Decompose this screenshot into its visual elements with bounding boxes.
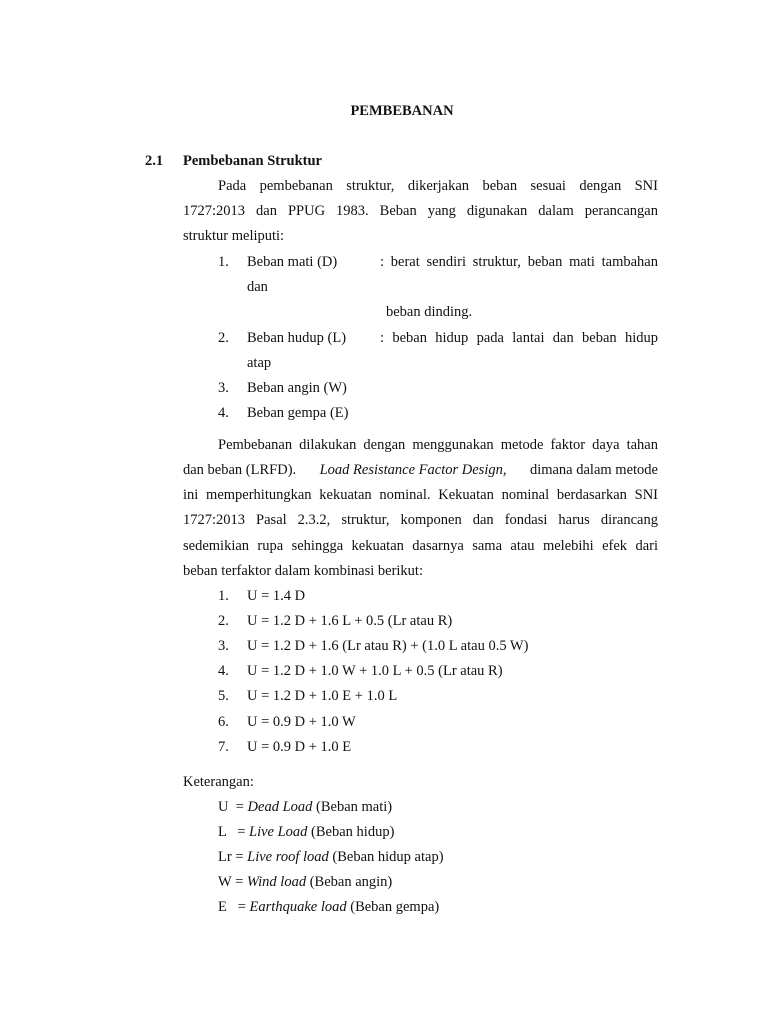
legend-symbol: L: [218, 824, 227, 840]
legend-equals: =: [231, 849, 248, 865]
combo-formula-3: U = 1.2 D + 1.6 (Lr atau R) + (1.0 L atau 0.5 W): [247, 638, 529, 654]
para2-line-3-text: ini memperhitungkan kekuatan nominal. Kekuatan nominal berdasarkan SNI: [183, 487, 658, 503]
combo-number-1: 1.: [218, 588, 229, 604]
legend-term: Wind load: [246, 874, 307, 890]
legend-term: Dead Load: [247, 799, 313, 815]
combo-formula-4: U = 1.2 D + 1.0 W + 1.0 L + 0.5 (Lr atau R): [247, 663, 503, 679]
load-type-label-2: Beban hudup (L): [247, 330, 347, 346]
para2-line-5-text: sedemikian rupa sehingga kekuatan dasarnya sama atau melebihi efek dari: [183, 538, 658, 554]
legend-term: Earthquake load: [249, 899, 347, 915]
legend-symbol: U: [218, 799, 229, 815]
legend-symbol: W: [218, 874, 232, 890]
combo-formula-5: U = 1.2 D + 1.0 E + 1.0 L: [247, 688, 398, 704]
legend-symbol: E: [218, 899, 227, 915]
legend-meaning: (Beban angin): [306, 874, 393, 890]
intro-line-3: struktur meliputi:: [183, 228, 285, 244]
legend-term: Live Load: [249, 824, 308, 840]
legend-meaning: (Beban mati): [312, 799, 393, 815]
load-type-wrap-2: atap: [247, 355, 272, 371]
para2-line-1: [218, 437, 658, 454]
combo-number-7: 7.: [218, 739, 229, 755]
para2-line-1-text: Pembebanan dilakukan dengan menggunakan metode faktor daya tahan: [218, 437, 658, 453]
page-title: PEMBEBANAN: [350, 103, 454, 119]
para2-line-4-text: 1727:2013 Pasal 2.3.2, struktur, komponen dan fondasi harus dirancang: [183, 512, 658, 528]
combo-number-4: 4.: [218, 663, 229, 679]
combo-number-3: 3.: [218, 638, 229, 654]
combo-formula-7: U = 0.9 D + 1.0 E: [247, 739, 352, 755]
load-type-label-1: Beban mati (D): [247, 254, 338, 270]
combo-number-5: 5.: [218, 688, 229, 704]
legend-symbol: Lr: [218, 849, 232, 865]
legend-item-l: [218, 824, 394, 841]
legend-item-u: [218, 799, 392, 816]
legend-equals: =: [226, 899, 250, 915]
legend-title: Keterangan:: [183, 774, 254, 790]
para2-line-4: [183, 512, 658, 529]
legend-item-e: [218, 899, 439, 916]
legend-meaning: (Beban hidup atap): [328, 849, 444, 865]
legend-equals: =: [226, 824, 250, 840]
legend-equals: =: [228, 799, 248, 815]
legend-equals: =: [231, 874, 247, 890]
para2-line-2: [183, 462, 658, 479]
load-type-desc-1: : berat sendiri struktur, beban mati tambahan: [380, 254, 658, 270]
load-type-number-3: 3.: [218, 380, 229, 396]
combo-formula-1: U = 1.4 D: [247, 588, 306, 604]
legend-meaning: (Beban hidup): [307, 824, 395, 840]
load-type-wrap-1: dan: [247, 279, 268, 295]
intro-line-2-text: 1727:2013 dan PPUG 1983. Beban yang digunakan dalam perancangan: [183, 203, 658, 219]
legend-term: Live roof load: [247, 849, 329, 865]
combo-formula-6: U = 0.9 D + 1.0 W: [247, 714, 356, 730]
intro-line-1-text: Pada pembebanan struktur, dikerjakan beban sesuai dengan SNI: [218, 178, 658, 194]
para2-line-2-suffix: dimana dalam metode: [529, 462, 658, 478]
load-type-number-4: 4.: [218, 405, 229, 421]
load-type-extra-1: beban dinding.: [386, 304, 473, 320]
para2-line-6: beban terfaktor dalam kombinasi berikut:: [183, 563, 423, 579]
section-title: Pembebanan Struktur: [183, 153, 322, 169]
combo-number-2: 2.: [218, 613, 229, 629]
load-type-label-4: Beban gempa (E): [247, 405, 349, 421]
load-type-desc-2: : beban hidup pada lantai dan beban hidup: [380, 330, 658, 346]
load-type-number-1: 1.: [218, 254, 229, 270]
load-type-number-2: 2.: [218, 330, 229, 346]
legend-item-w: [218, 874, 392, 891]
para2-line-2-italic: Load Resistance Factor Design,: [319, 462, 507, 478]
section-number: 2.1: [145, 153, 164, 169]
legend-item-lr: [218, 849, 444, 866]
combo-number-6: 6.: [218, 714, 229, 730]
combo-formula-2: U = 1.2 D + 1.6 L + 0.5 (Lr atau R): [247, 613, 453, 629]
para2-line-5: [183, 538, 658, 555]
para2-line-2-prefix: dan beban (LRFD).: [183, 462, 297, 478]
para2-line-3: [183, 487, 658, 504]
intro-line-2: [183, 203, 658, 220]
load-type-label-3: Beban angin (W): [247, 380, 347, 396]
intro-line-1: [218, 178, 658, 195]
legend-meaning: (Beban gempa): [346, 899, 440, 915]
